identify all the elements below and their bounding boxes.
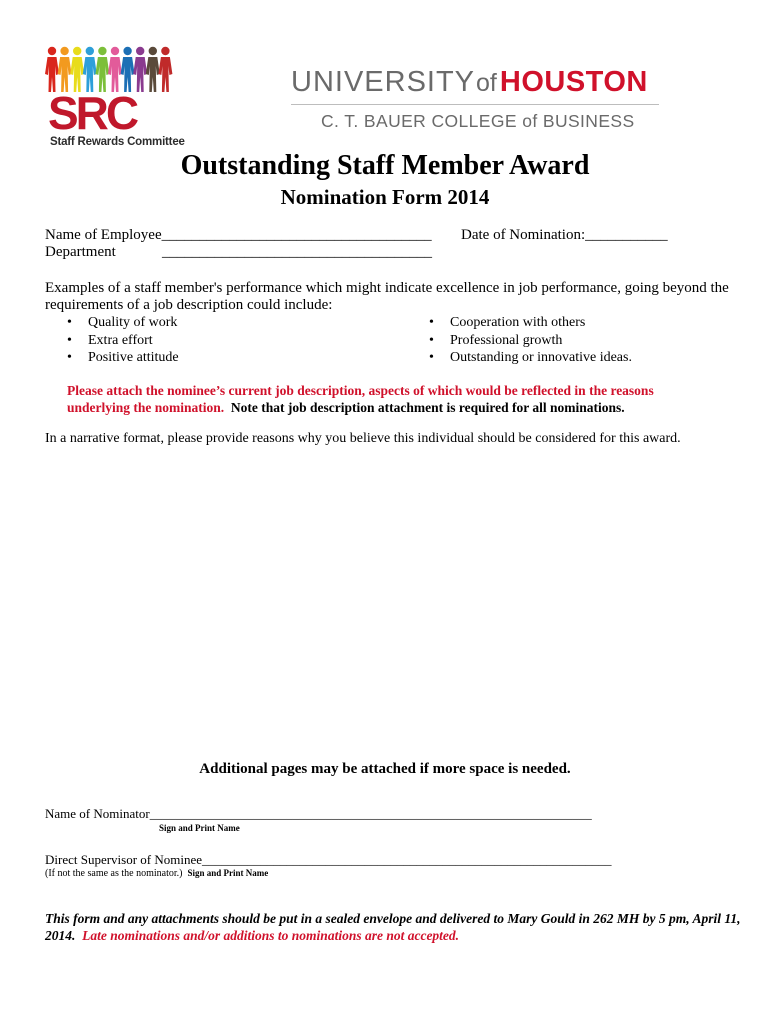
- late-nominations-warning: Late nominations and/or additions to nominations are not accepted.: [82, 928, 460, 943]
- header-divider: [291, 104, 659, 105]
- supervisor-row: [45, 852, 612, 868]
- attachment-note: [67, 382, 654, 416]
- narrative-area[interactable]: [45, 455, 725, 750]
- list-item: • Quality of work: [64, 314, 179, 332]
- form-title: Outstanding Staff Member Award: [180, 150, 590, 181]
- person-figure: [121, 47, 135, 92]
- person-figure: [45, 47, 59, 92]
- src-caption: Staff Rewards Committee: [50, 136, 185, 148]
- person-figure: [158, 47, 172, 92]
- nominator-hint: Sign and Print Name: [159, 823, 240, 833]
- footer-instructions: [45, 910, 741, 944]
- list-item: • Outstanding or innovative ideas.: [426, 349, 632, 367]
- additional-pages-note: Additional pages may be attached if more space is needed.: [199, 761, 571, 777]
- person-figure: [83, 47, 97, 92]
- of-word: of: [476, 69, 497, 97]
- supervisor-note-row: [45, 868, 268, 879]
- footer-line-2: [45, 927, 741, 944]
- attachment-required-note: Note that job description attachment is required for all nominations.: [230, 400, 625, 415]
- nominator-row: [45, 806, 592, 822]
- supervisor-note: (If not the same as the nominator.): [45, 868, 183, 879]
- attachment-note-red-line-1: Please attach the nominee’s current job description, aspects of which would be reflected in the reasons: [67, 383, 654, 398]
- employee-label: Name of Employee: [45, 227, 162, 243]
- attachment-note-line-2: [67, 399, 654, 416]
- supervisor-label: Direct Supervisor of Nominee: [45, 852, 203, 867]
- person-figure: [95, 47, 109, 92]
- university-word: UNIVERSITY: [291, 66, 476, 98]
- examples-intro-line-1: Examples of a staff member's performance which might indicate excellence in job performance, going beyond the: [45, 280, 729, 296]
- houston-word: HOUSTON: [499, 66, 648, 98]
- examples-list-left: [64, 314, 179, 367]
- person-figure: [133, 47, 147, 92]
- department-label: Department: [45, 244, 116, 260]
- supervisor-field[interactable]: _______________________________________________________________: [202, 852, 612, 867]
- list-item: • Cooperation with others: [426, 314, 632, 332]
- nominator-field[interactable]: ____________________________________________________________________: [149, 806, 592, 821]
- footer-year: 2014.: [45, 928, 76, 943]
- department-field[interactable]: ____________________________________: [162, 244, 432, 260]
- list-item: • Extra effort: [64, 332, 179, 350]
- form-subtitle: Nomination Form 2014: [280, 185, 490, 209]
- supervisor-hint: Sign and Print Name: [187, 868, 269, 878]
- date-of-nomination-field[interactable]: ___________: [585, 227, 668, 243]
- attachment-note-red-line-2: underlying the nomination.: [67, 400, 225, 415]
- university-wordmark: [291, 66, 648, 99]
- employee-name-field[interactable]: ____________________________________: [161, 227, 432, 243]
- src-acronym: SRC: [48, 87, 137, 139]
- person-figure: [70, 47, 84, 92]
- employee-row: [45, 227, 432, 244]
- college-name: C. T. BAUER COLLEGE of BUSINESS: [321, 111, 635, 131]
- list-item: • Positive attitude: [64, 349, 179, 367]
- src-logo: [44, 44, 180, 150]
- date-label: Date of Nomination:: [461, 227, 586, 243]
- list-item: • Professional growth: [426, 332, 632, 350]
- footer-line-1: This form and any attachments should be put in a sealed envelope and delivered to Mary Gould in 262 MH by 5 pm, April 11,: [45, 911, 741, 926]
- person-figure: [146, 47, 160, 92]
- examples-list-right: [426, 314, 632, 367]
- person-figure: [58, 47, 72, 92]
- examples-intro-line-2: requirements of a job description could include:: [45, 297, 333, 313]
- nominator-label: Name of Nominator: [45, 806, 150, 821]
- date-row: [461, 227, 668, 244]
- narrative-prompt: In a narrative format, please provide reasons why you believe this individual should be considered for this award.: [45, 431, 681, 446]
- person-figure: [108, 47, 122, 92]
